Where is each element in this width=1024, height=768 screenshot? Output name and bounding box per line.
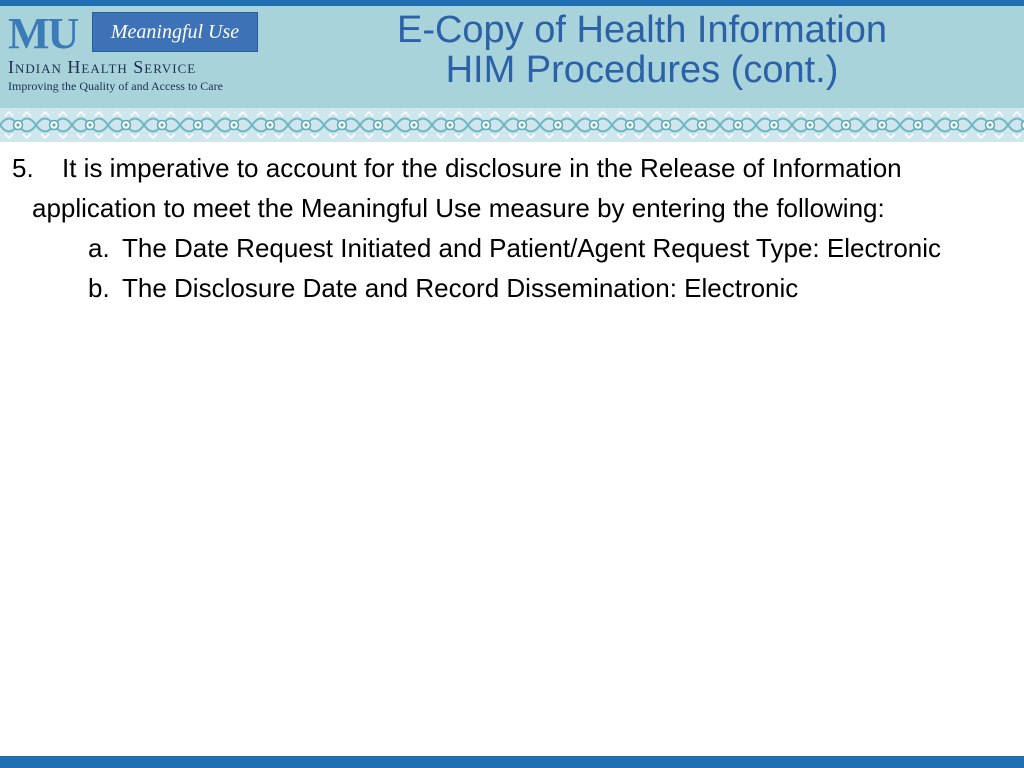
logo-tagline: Improving the Quality of and Access to Care [8, 79, 223, 93]
sub-list-item-text: The Date Request Initiated and Patient/Agent Request Type: Electronic [122, 233, 942, 263]
logo-organization-name: Indian Health Service [8, 57, 197, 77]
decorative-pattern-icon [0, 108, 1024, 142]
sub-list-item-marker: b. [88, 273, 110, 303]
slide-body [0, 148, 1020, 308]
list-item [0, 148, 1007, 228]
bottom-accent-bar [0, 756, 1024, 768]
slide-title-line1: E-Copy of Health Information [396, 9, 887, 51]
ihs-mu-logo [6, 10, 258, 94]
list-item-number: 5. [12, 153, 34, 183]
slide-title [262, 10, 1022, 90]
list-item-text: It is imperative to account for the disclosure in the Release of Information application to meet the Meaningful Use measure by entering the following: [32, 153, 902, 223]
logo-meaningful-use-box [92, 12, 258, 52]
sub-list-item-marker: a. [88, 233, 110, 263]
decorative-border-band [0, 108, 1024, 142]
logo-mu-letters: MU [8, 9, 78, 58]
sub-list-item-b [0, 268, 992, 308]
sub-list-item-text: The Disclosure Date and Record Dissemination: Electronic [122, 273, 799, 303]
sub-list-item-a [0, 228, 992, 268]
slide-title-line2: HIM Procedures (cont.) [445, 49, 839, 91]
logo-meaningful-use-text: Meaningful Use [110, 21, 240, 43]
